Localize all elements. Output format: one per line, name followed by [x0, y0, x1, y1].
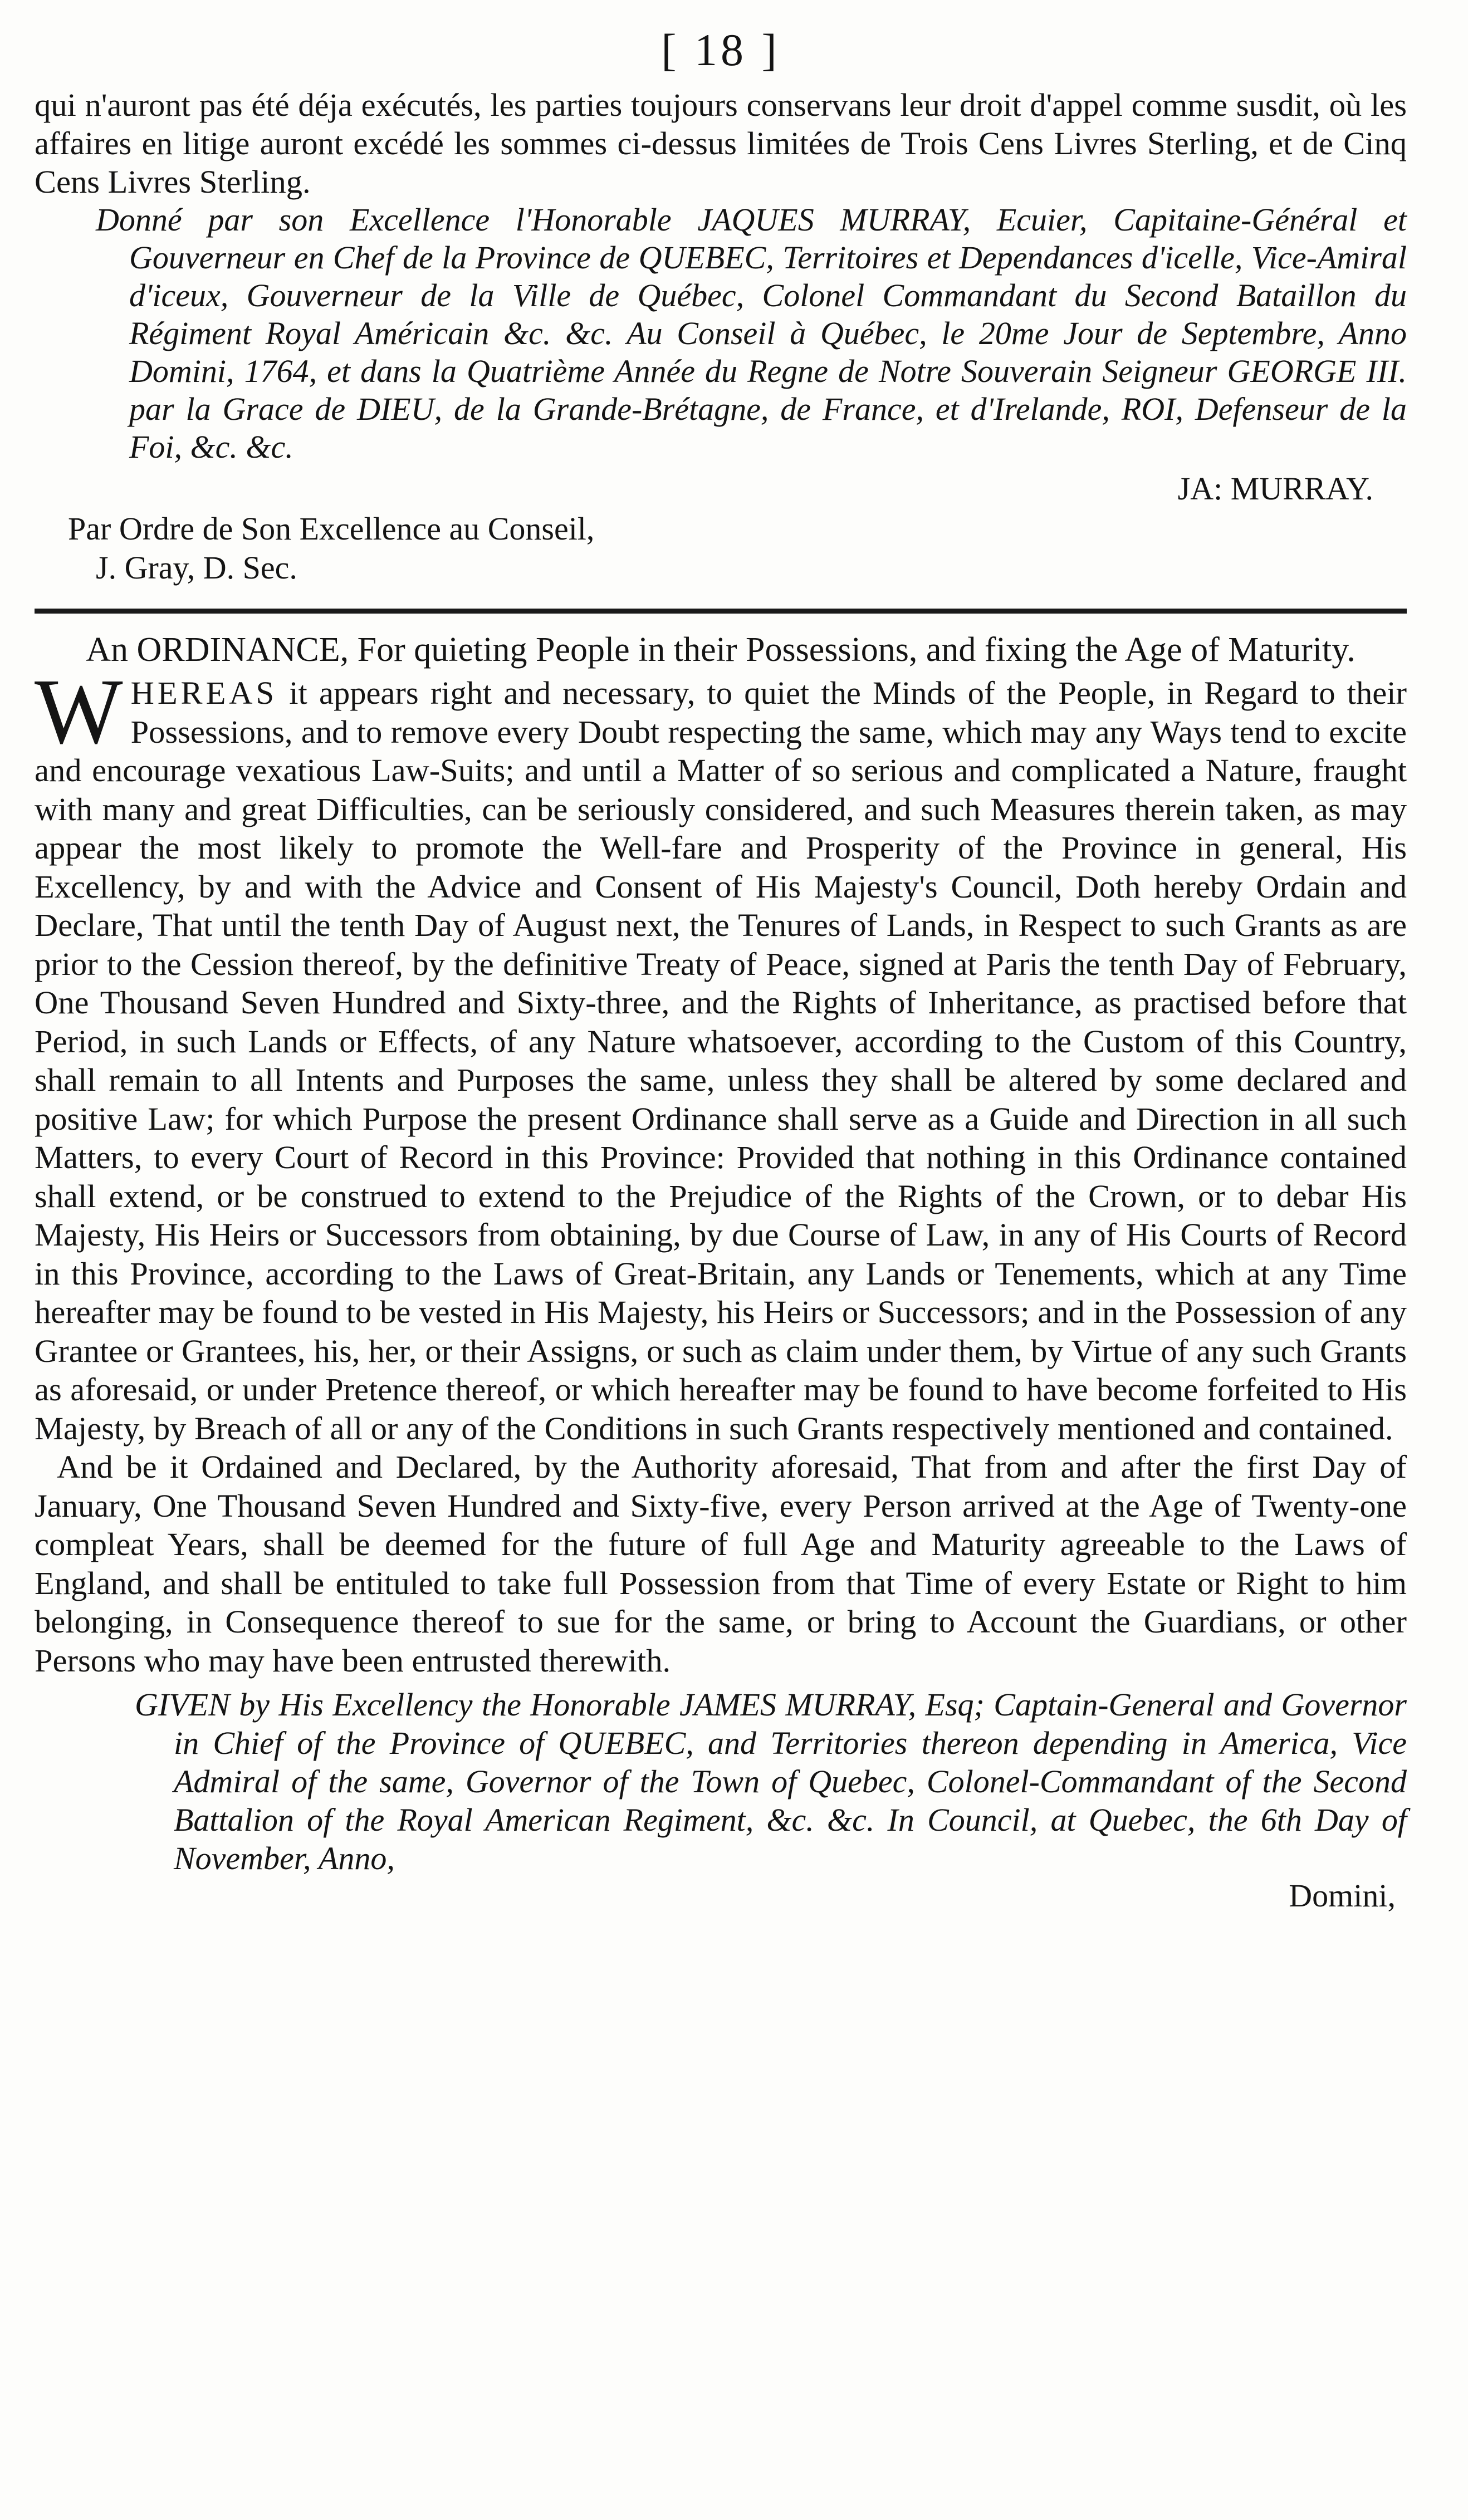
ordinance-second-clause: And be it Ordained and Declared, by the Authority aforesaid, That from and after the first Day of January, One Thousand Seven Hundred and Sixty-five, every Person arrived at the Age of Twenty-one compleat Years, shall be deemed for the future of full Age and Maturity agreeable to the Laws of England, and shall be entituled to take full Possession from that Time of every Estate or Right to him belonging, in Consequence thereof to sue for the same, or bring to Account the Guardians, or other Persons who may have been entrusted therewith. — [35, 1449, 1407, 1679]
dropcap-letter: W — [35, 660, 123, 763]
ordinance-heading: An ORDINANCE, For quieting People in their Possessions, and fixing the Age of Maturity. — [86, 631, 1356, 669]
french-given-clause — [96, 201, 1407, 466]
order-of-council-line: Par Ordre de Son Excellence au Conseil, — [68, 511, 595, 547]
page-number: [ 18 ] — [661, 24, 780, 75]
ordinance-body-text: it appears right and necessary, to quiet the Minds of the People, in Regard to their Possessions, and to remove every Doubt respecting the same, which may any Ways tend to excite and encourage vexatious Law-Suits; and until a Matter of so serious and complicated a Nature, fraught with many and great Difficulties, can be seriously considered, and such Measures therein taken, as may appear the most likely to promote the Well-fare and Prosperity of the Province in general, His Excellency, by and with the Advice and Consent of His Majesty's Council, Doth hereby Ordain and Declare, That until the tenth Day of August next, the Tenures of Lands, in Respect to such Grants as are prior to the Cession thereof, by the definitive Treaty of Peace, signed at Paris the tenth Day of February, One Thousand Seven Hundred and Sixty-three, and the Rights of Inheritance, as practised before that Period, in such Lands or Effects, of any Nature whatsoever, according to the Custom of this Country, shall remain to all Intents and Purposes the same, unless they shall be altered by some declared and positive Law; for which Purpose the present Ordinance shall serve as a Guide and Direction in all such Matters, to every Court of Record in this Province: Provided that nothing in this Ordinance contained shall extend, or be construed to extend to the Prejudice of the Rights of the Crown, or to debar His Majesty, His Heirs or Successors from obtaining, by due Course of Law, in any of His Courts of Record in this Province, according to the Laws of Great-Britain, any Lands or Tenements, which at any Time hereafter may be found to be vested in His Majesty, his Heirs or Successors; and in the Possession of any Grantee or Grantees, his, her, or their Assigns, or such as claim under them, by Virtue of any such Grants as aforesaid, or under Pretence thereof, or which hereafter may be found to have become forfeited to His Majesty, by Breach of all or any of the Conditions in such Grants respectively mentioned and contained. — [35, 675, 1407, 1447]
french-ordinance-continuation: qui n'auront pas été déja exécutés, les parties toujours conservans leur droit d'appel comme susdit, où les affaires en litige auront excédé les sommes ci-dessus limitées de Trois Cens Livres Sterling, et de Cinq Cens Livres Sterling. — [35, 87, 1407, 200]
english-given-text: GIVEN by His Excellency the Honorable JAMES MURRAY, Esq; Captain-General and Governor in Chief of the Province of QUEBEC, and Territories thereon depending in America, Vice Admiral of the same, Governor of the Town of Quebec, Colonel-Commandant of the Second Battalion of the Royal American Regiment, &c. &c. In Council, at Quebec, the 6th Day of November, Anno, — [135, 1686, 1407, 1876]
english-given-clause — [135, 1685, 1407, 1877]
catchword: Domini, — [1289, 1877, 1396, 1914]
governor-signature: JA: MURRAY. — [1177, 470, 1373, 507]
french-given-text: Donné par son Excellence l'Honorable JAQUES MURRAY, Ecuier, Capitaine-Général et Gouverneur en Chef de la Province de QUEBEC, Territoires et Dependances d'icelle, Vice-Amiral d'iceux, Gouverneur de la Ville de Québec, Colonel Commandant du Second Bataillon du Régiment Royal Américain &c. &c. Au Conseil à Québec, le 20me Jour de Septembre, Anno Domini, 1764, et dans la Quatrième Année du Regne de Notre Souverain Seigneur GEORGE III. par la Grace de DIEU, de la Grande-Brétagne, de France, et d'Irelande, ROI, Defenseur de la Foi, &c. &c. — [96, 202, 1407, 465]
ordinance-lead-word: HEREAS — [130, 675, 278, 711]
section-divider-rule — [35, 609, 1407, 614]
ordinance-preamble — [35, 660, 1407, 1448]
deputy-secretary-signature: J. Gray, D. Sec. — [96, 550, 297, 586]
